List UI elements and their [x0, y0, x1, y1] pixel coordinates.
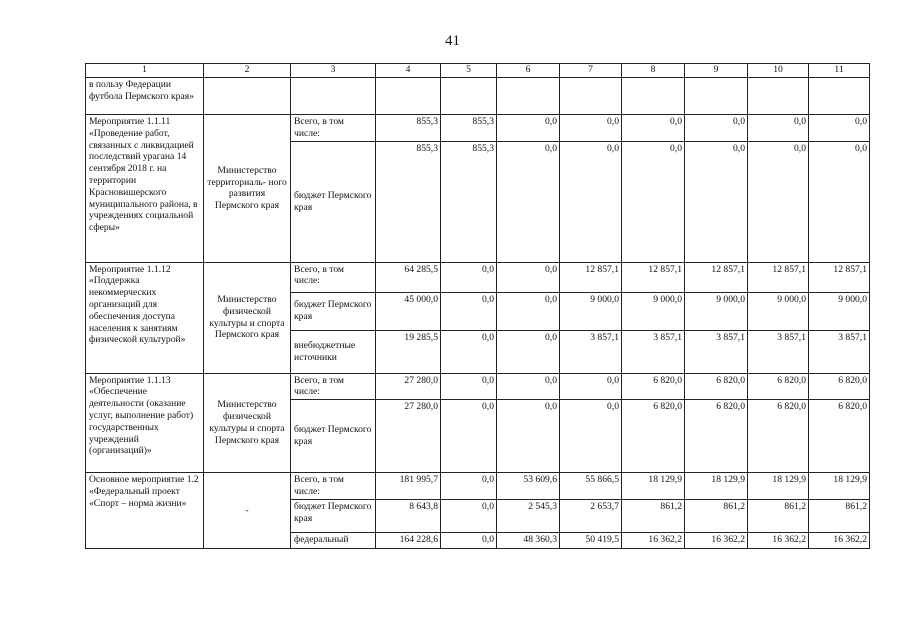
value-cell: 6 820,0 — [685, 373, 748, 400]
column-header: 10 — [748, 64, 809, 78]
value-cell: 27 280,0 — [376, 373, 441, 400]
value-cell: 9 000,0 — [560, 292, 622, 330]
column-header: 7 — [560, 64, 622, 78]
column-header: 3 — [291, 64, 376, 78]
value-cell: 12 857,1 — [685, 262, 748, 292]
page-number: 41 — [445, 33, 460, 49]
value-cell: 8 643,8 — [376, 499, 441, 532]
value-cell: 164 228,6 — [376, 532, 441, 548]
value-cell: 0,0 — [441, 532, 497, 548]
value-cell: 0,0 — [497, 262, 560, 292]
value-cell: 855,3 — [441, 141, 497, 262]
value-cell: 2 545,3 — [497, 499, 560, 532]
table-row — [86, 262, 870, 292]
column-header: 5 — [441, 64, 497, 78]
empty-cell — [685, 78, 748, 115]
column-header: 4 — [376, 64, 441, 78]
empty-cell — [204, 78, 291, 115]
value-cell: 855,3 — [376, 115, 441, 142]
value-cell: 3 857,1 — [809, 330, 870, 373]
value-cell: 855,3 — [376, 141, 441, 262]
empty-cell — [441, 78, 497, 115]
column-header: 9 — [685, 64, 748, 78]
value-cell: 0,0 — [809, 115, 870, 142]
activity-name-cell: в пользу Федерации футбола Пермского края» — [86, 78, 204, 115]
table-header-row — [86, 64, 870, 78]
activity-name-cell: Мероприятие 1.1.13 «Обеспечение деятельности (оказание услуг, выполнение работ) государственных учреждений (организаций)» — [86, 373, 204, 473]
value-cell: 0,0 — [685, 115, 748, 142]
empty-cell — [291, 78, 376, 115]
value-cell: 6 820,0 — [685, 400, 748, 473]
value-cell: 0,0 — [622, 141, 685, 262]
value-cell: 16 362,2 — [748, 532, 809, 548]
empty-cell — [809, 78, 870, 115]
value-cell: 12 857,1 — [748, 262, 809, 292]
empty-cell — [376, 78, 441, 115]
value-cell: 6 820,0 — [748, 400, 809, 473]
value-cell: 19 285,5 — [376, 330, 441, 373]
value-cell: 0,0 — [560, 115, 622, 142]
value-cell: 53 609,6 — [497, 473, 560, 500]
value-cell: 0,0 — [497, 141, 560, 262]
value-cell: 0,0 — [441, 473, 497, 500]
empty-cell — [497, 78, 560, 115]
activity-name-cell: Мероприятие 1.1.11 «Проведение работ, связанных с ликвидацией последствий урагана 14 сентября 2018 г. на территории Красновишерского муниципального района, в учреждениях социальной сферы» — [86, 115, 204, 263]
value-cell: 16 362,2 — [809, 532, 870, 548]
value-cell: 0,0 — [497, 330, 560, 373]
value-cell: 6 820,0 — [809, 373, 870, 400]
value-cell: 0,0 — [809, 141, 870, 262]
empty-cell — [560, 78, 622, 115]
table-row — [86, 115, 870, 142]
value-cell: 0,0 — [497, 115, 560, 142]
table-row — [86, 78, 870, 115]
value-cell: 16 362,2 — [685, 532, 748, 548]
value-cell: 0,0 — [497, 373, 560, 400]
table-row — [86, 373, 870, 400]
value-cell: 45 000,0 — [376, 292, 441, 330]
value-cell: 0,0 — [441, 292, 497, 330]
value-cell: 3 857,1 — [748, 330, 809, 373]
budget-table — [85, 63, 870, 549]
value-cell: 12 857,1 — [809, 262, 870, 292]
value-cell: 861,2 — [748, 499, 809, 532]
executor-cell: Министерство территориаль- ного развития Пермского края — [204, 115, 291, 263]
funding-source-cell: федеральный — [291, 532, 376, 548]
value-cell: 9 000,0 — [748, 292, 809, 330]
value-cell: 18 129,9 — [622, 473, 685, 500]
value-cell: 0,0 — [441, 400, 497, 473]
value-cell: 0,0 — [560, 400, 622, 473]
value-cell: 0,0 — [560, 141, 622, 262]
value-cell: 12 857,1 — [622, 262, 685, 292]
column-header: 2 — [204, 64, 291, 78]
empty-cell — [748, 78, 809, 115]
value-cell: 27 280,0 — [376, 400, 441, 473]
value-cell: 0,0 — [685, 141, 748, 262]
activity-name-cell: Мероприятие 1.1.12 «Поддержка некоммерческих организаций для обеспечения доступа населения к занятиям физической культурой» — [86, 262, 204, 373]
value-cell: 6 820,0 — [622, 400, 685, 473]
activity-name-cell: Основное мероприятие 1.2 «Федеральный проект «Спорт – норма жизни» — [86, 473, 204, 549]
value-cell: 181 995,7 — [376, 473, 441, 500]
column-header: 8 — [622, 64, 685, 78]
value-cell: 48 360,3 — [497, 532, 560, 548]
value-cell: 0,0 — [560, 373, 622, 400]
value-cell: 861,2 — [622, 499, 685, 532]
value-cell: 0,0 — [497, 400, 560, 473]
value-cell: 3 857,1 — [560, 330, 622, 373]
value-cell: 6 820,0 — [748, 373, 809, 400]
value-cell: 18 129,9 — [809, 473, 870, 500]
value-cell: 0,0 — [441, 373, 497, 400]
value-cell: 50 419,5 — [560, 532, 622, 548]
value-cell: 18 129,9 — [685, 473, 748, 500]
funding-source-cell: Всего, в том числе: — [291, 115, 376, 142]
value-cell: 0,0 — [622, 115, 685, 142]
value-cell: 2 653,7 — [560, 499, 622, 532]
funding-source-cell: внебюджетные источники — [291, 330, 376, 373]
value-cell: 9 000,0 — [685, 292, 748, 330]
value-cell: 0,0 — [497, 292, 560, 330]
value-cell: 9 000,0 — [622, 292, 685, 330]
column-header: 1 — [86, 64, 204, 78]
funding-source-cell: бюджет Пермского края — [291, 141, 376, 262]
empty-cell — [622, 78, 685, 115]
value-cell: 6 820,0 — [809, 400, 870, 473]
value-cell: 0,0 — [441, 262, 497, 292]
executor-cell: Министерство физической культуры и спорта Пермского края — [204, 262, 291, 373]
table-row — [86, 473, 870, 500]
value-cell: 861,2 — [685, 499, 748, 532]
value-cell: 12 857,1 — [560, 262, 622, 292]
column-header: 6 — [497, 64, 560, 78]
funding-source-cell: Всего, в том числе: — [291, 473, 376, 500]
executor-cell: - — [204, 473, 291, 549]
value-cell: 861,2 — [809, 499, 870, 532]
funding-source-cell: Всего, в том числе: — [291, 262, 376, 292]
value-cell: 3 857,1 — [685, 330, 748, 373]
funding-source-cell: Всего, в том числе: — [291, 373, 376, 400]
funding-source-cell: бюджет Пермского края — [291, 292, 376, 330]
value-cell: 0,0 — [441, 330, 497, 373]
value-cell: 855,3 — [441, 115, 497, 142]
executor-cell: Министерство физической культуры и спорта Пермского края — [204, 373, 291, 473]
column-header: 11 — [809, 64, 870, 78]
value-cell: 3 857,1 — [622, 330, 685, 373]
value-cell: 9 000,0 — [809, 292, 870, 330]
value-cell: 16 362,2 — [622, 532, 685, 548]
value-cell: 18 129,9 — [748, 473, 809, 500]
funding-source-cell: бюджет Пермского края — [291, 499, 376, 532]
value-cell: 0,0 — [748, 141, 809, 262]
value-cell: 6 820,0 — [622, 373, 685, 400]
funding-source-cell: бюджет Пермского края — [291, 400, 376, 473]
value-cell: 55 866,5 — [560, 473, 622, 500]
value-cell: 0,0 — [748, 115, 809, 142]
value-cell: 0,0 — [441, 499, 497, 532]
value-cell: 64 285,5 — [376, 262, 441, 292]
